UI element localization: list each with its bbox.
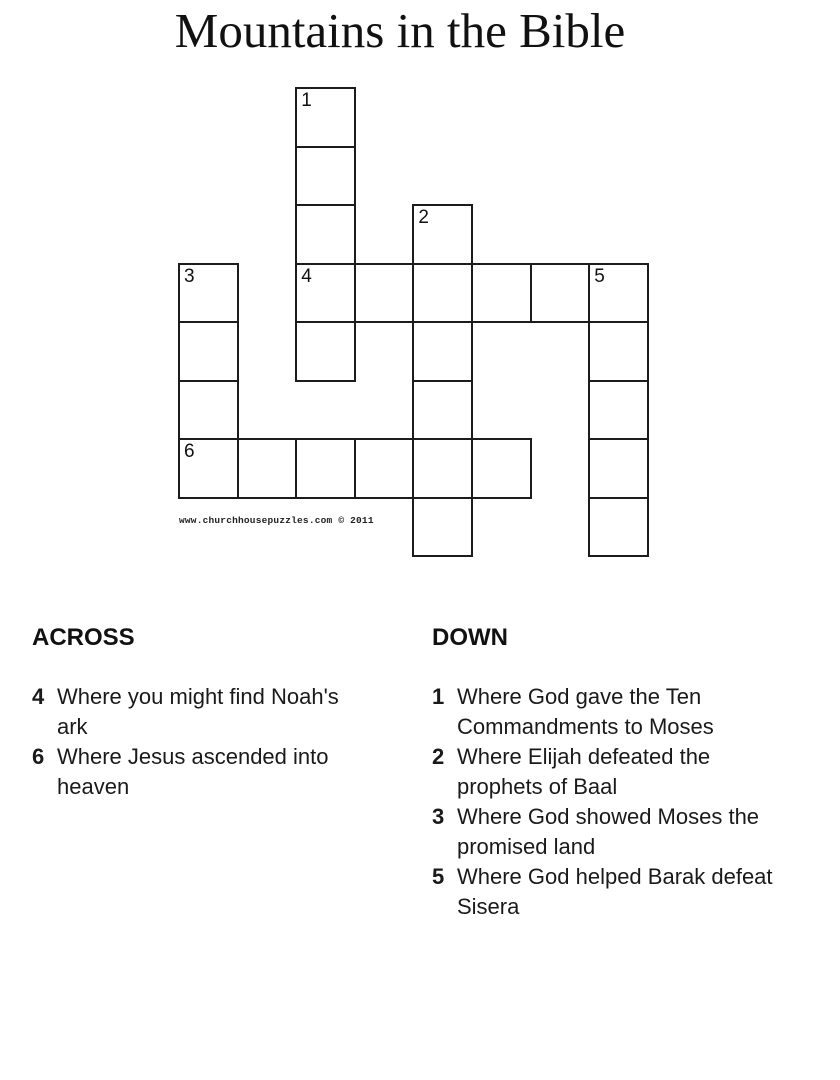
down-clue-5: [432, 862, 789, 922]
grid-cell[interactable]: [412, 438, 473, 499]
grid-cell[interactable]: [588, 321, 649, 382]
grid-cell[interactable]: [530, 263, 591, 324]
grid-cell[interactable]: [178, 380, 239, 441]
clue-number: 3: [432, 804, 445, 829]
across-clue-6: [32, 742, 357, 802]
grid-cell[interactable]: [471, 438, 532, 499]
clue-text: Where Elijah defeated the prophets of Baal: [457, 744, 711, 799]
grid-cell[interactable]: [354, 438, 415, 499]
grid-cell[interactable]: [295, 146, 356, 207]
clue-text: Where God showed Moses the promised land: [457, 804, 760, 859]
down-clue-2: [432, 742, 789, 802]
clue-text: Where God helped Barak defeat Sisera: [457, 864, 773, 919]
grid-cell-3[interactable]: [178, 263, 239, 324]
down-clue-3: [432, 802, 789, 862]
grid-cell[interactable]: [412, 497, 473, 558]
page-title: Mountains in the Bible: [174, 3, 626, 58]
across-clue-4: [32, 682, 357, 742]
cell-number: 3: [184, 265, 195, 287]
clue-text: Where God gave the Ten Commandments to Moses: [457, 684, 714, 739]
grid-cell[interactable]: [237, 438, 298, 499]
copyright-text: www.churchhousepuzzles.com © 2011: [179, 515, 374, 526]
clue-number: 6: [32, 744, 45, 769]
clue-number: 2: [432, 744, 445, 769]
grid-cell[interactable]: [412, 321, 473, 382]
grid-cell[interactable]: [588, 380, 649, 441]
cell-number: 6: [184, 441, 195, 462]
grid-cell[interactable]: [295, 438, 356, 499]
grid-cell[interactable]: [295, 204, 356, 265]
grid-cell[interactable]: [412, 380, 473, 441]
across-clue-list: [32, 682, 357, 802]
down-clue-list: [432, 682, 789, 922]
cell-number: 5: [594, 265, 605, 287]
down-clue-1: [432, 682, 789, 742]
grid-cell[interactable]: [295, 321, 356, 382]
grid-cell-2[interactable]: [412, 204, 473, 265]
grid-cell-5[interactable]: [588, 263, 649, 324]
grid-cell[interactable]: [588, 497, 649, 558]
clue-number: 4: [32, 684, 45, 709]
grid-cell[interactable]: [471, 263, 532, 324]
clue-text: Where you might find Noah's ark: [57, 684, 339, 739]
clue-text: Where Jesus ascended into heaven: [57, 744, 329, 799]
grid-cell[interactable]: [588, 438, 649, 499]
grid-cell[interactable]: [354, 263, 415, 324]
cell-number: 1: [301, 90, 312, 111]
grid-cell-6[interactable]: [178, 438, 239, 499]
cell-number: 4: [301, 265, 312, 287]
grid-cell-4[interactable]: [295, 263, 356, 324]
grid-cell[interactable]: [178, 321, 239, 382]
grid-cell[interactable]: [412, 263, 473, 324]
across-header: ACROSS: [32, 624, 135, 651]
cell-number: 2: [418, 207, 429, 228]
clue-number: 5: [432, 864, 445, 889]
clue-number: 1: [432, 684, 445, 709]
down-header: DOWN: [432, 624, 508, 651]
grid-cell-1[interactable]: [295, 87, 356, 148]
